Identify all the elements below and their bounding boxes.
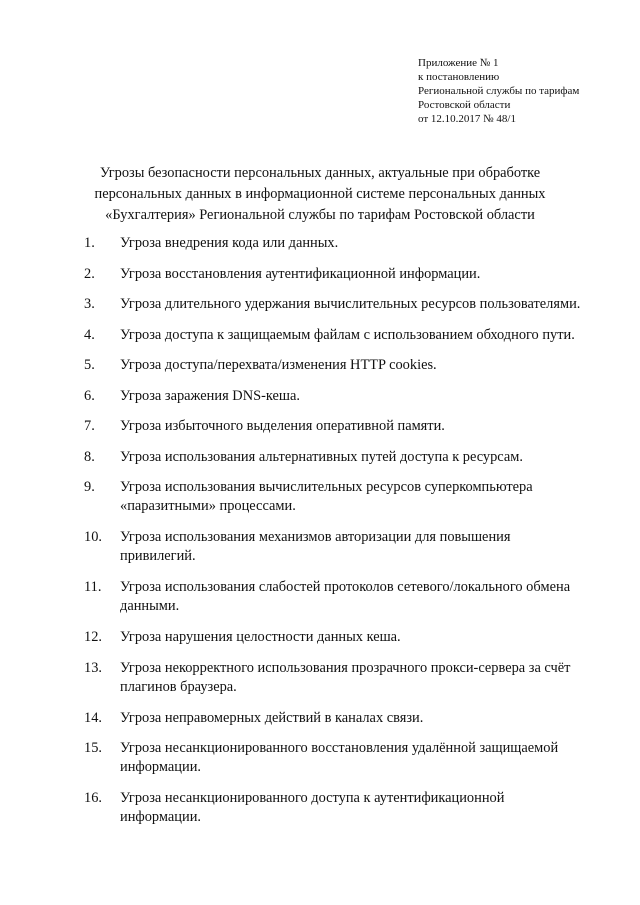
threat-text-line: Угроза использования вычислительных ресурсов суперкомпьютера bbox=[120, 479, 533, 495]
threat-text bbox=[120, 709, 614, 728]
threat-text-line: Угроза использования слабостей протоколов сетевого/локального обмена bbox=[120, 579, 571, 595]
threat-number: 15. bbox=[84, 740, 102, 756]
threat-number: 6. bbox=[84, 387, 95, 404]
threat-item bbox=[84, 628, 614, 647]
threat-text-line: Угроза несанкционированного доступа к аутентификационной bbox=[120, 790, 505, 806]
appendix-line: к постановлению bbox=[418, 71, 500, 83]
threat-item bbox=[84, 709, 614, 728]
title-line: Угрозы безопасности персональных данных, актуальные при обработке bbox=[99, 165, 541, 181]
threat-item bbox=[84, 387, 614, 406]
threat-number: 9. bbox=[84, 479, 95, 495]
threat-text bbox=[120, 659, 614, 697]
threat-text bbox=[120, 578, 614, 616]
threat-text bbox=[120, 628, 614, 647]
threat-text-line: плагинов браузера. bbox=[120, 678, 237, 695]
threat-item bbox=[84, 356, 614, 375]
threat-number: 5. bbox=[84, 357, 95, 373]
threat-text bbox=[120, 356, 614, 375]
title-line: персональных данных в информационной системе персональных данных bbox=[94, 186, 546, 202]
threat-text-line: информации. bbox=[120, 759, 201, 775]
threat-number: 4. bbox=[84, 326, 95, 343]
threat-number: 8. bbox=[84, 448, 95, 465]
threat-text bbox=[120, 265, 614, 284]
threat-text-line: Угроза длительного удержания вычислительных ресурсов пользователями. bbox=[120, 296, 581, 312]
threat-text-line: Угроза неправомерных действий в каналах связи. bbox=[120, 709, 424, 726]
threat-item bbox=[84, 528, 614, 566]
threat-item bbox=[84, 789, 614, 827]
threat-text-line: Угроза восстановления аутентификационной информации. bbox=[120, 265, 481, 282]
threat-text-line: Угроза некорректного использования прозрачного прокси-сервера за счёт bbox=[120, 659, 571, 676]
threat-item bbox=[84, 265, 614, 284]
threat-text-line: Угроза использования альтернативных путей доступа к ресурсам. bbox=[120, 448, 523, 465]
threat-text-line: «паразитными» процессами. bbox=[120, 498, 296, 514]
threat-number: 2. bbox=[84, 265, 95, 282]
threat-item bbox=[84, 234, 614, 253]
threat-text bbox=[120, 789, 614, 827]
threat-text bbox=[120, 448, 614, 467]
threat-text-line: Угроза доступа к защищаемым файлам с использованием обходного пути. bbox=[120, 326, 575, 343]
threat-text bbox=[120, 478, 614, 516]
threat-text-line: Угроза нарушения целостности данных кеша. bbox=[120, 629, 401, 645]
threat-number: 10. bbox=[84, 529, 102, 545]
threat-number: 14. bbox=[84, 709, 102, 726]
threat-text-line: привилегий. bbox=[120, 548, 196, 564]
threat-text-line: Угроза внедрения кода или данных. bbox=[120, 235, 339, 251]
threat-text bbox=[120, 387, 614, 406]
threat-number: 12. bbox=[84, 629, 102, 645]
threat-item bbox=[84, 578, 614, 616]
threat-number: 16. bbox=[84, 790, 102, 806]
threat-item bbox=[84, 739, 614, 777]
threat-text bbox=[120, 295, 614, 314]
threat-number: 7. bbox=[84, 418, 95, 434]
threat-text-line: информации. bbox=[120, 809, 201, 825]
document-title bbox=[70, 163, 570, 226]
title-line: «Бухгалтерия» Региональной службы по тарифам Ростовской области bbox=[105, 207, 535, 223]
appendix-line: от 12.10.2017 № 48/1 bbox=[418, 113, 516, 125]
threat-text-line: Угроза использования механизмов авторизации для повышения bbox=[120, 529, 511, 545]
threat-text bbox=[120, 417, 614, 436]
threat-number: 3. bbox=[84, 296, 95, 312]
appendix-line: Ростовской области bbox=[418, 99, 511, 111]
appendix-line: Приложение № 1 bbox=[418, 57, 499, 69]
threat-item bbox=[84, 417, 614, 436]
threat-number: 11. bbox=[84, 579, 102, 595]
threat-text-line: данными. bbox=[120, 598, 180, 614]
threat-number: 1. bbox=[84, 235, 95, 251]
threat-item bbox=[84, 478, 614, 516]
threat-item bbox=[84, 326, 614, 345]
threat-item bbox=[84, 295, 614, 314]
threat-item bbox=[84, 448, 614, 467]
threat-text bbox=[120, 528, 614, 566]
threat-text-line: Угроза доступа/перехвата/изменения HTTP cookies. bbox=[120, 357, 437, 373]
threat-text-line: Угроза несанкционированного восстановления удалённой защищаемой bbox=[120, 740, 559, 756]
threat-text-line: Угроза избыточного выделения оперативной памяти. bbox=[120, 418, 445, 434]
appendix-line: Региональной службы по тарифам bbox=[418, 85, 580, 97]
appendix-header bbox=[418, 56, 579, 126]
threat-text bbox=[120, 234, 614, 253]
threat-text bbox=[120, 326, 614, 345]
threat-text-line: Угроза заражения DNS-кеша. bbox=[120, 387, 300, 404]
threat-text bbox=[120, 739, 614, 777]
threat-number: 13. bbox=[84, 659, 102, 676]
threat-item bbox=[84, 659, 614, 697]
threat-list bbox=[84, 234, 614, 827]
